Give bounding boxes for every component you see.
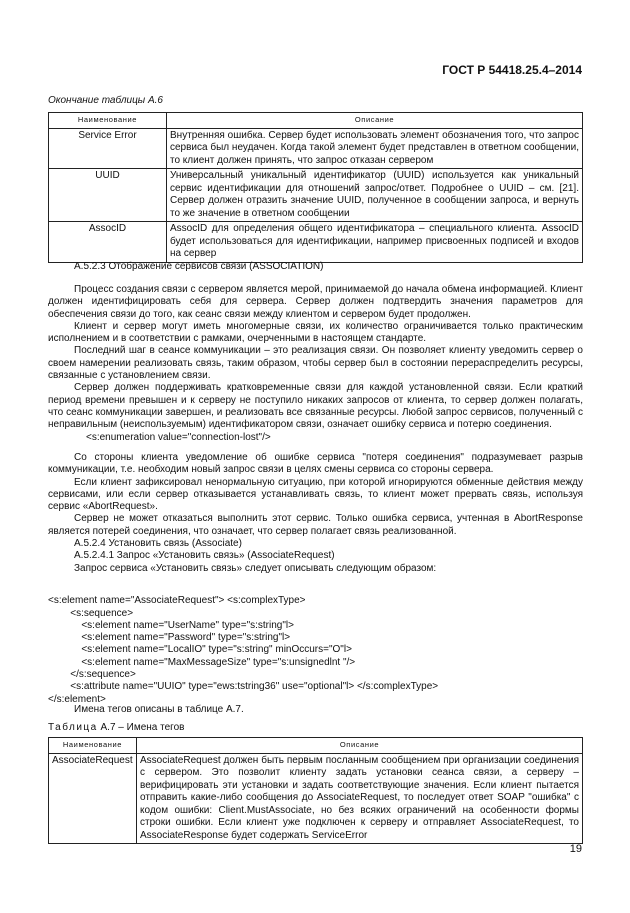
paragraph: Если клиент зафиксировал ненормальную ситуацию, при которой игнорируются обменные действия между сервисами, или если сервер отказывается устанавливать связь, то клиент может прервать связь, используя сервис «AbortRequest».	[48, 476, 583, 513]
enumeration-code: <s:enumeration value="connection-lost"/>	[86, 431, 271, 443]
paragraph: Процесс создания связи с сервером является мерой, принимаемой до начала обмена информацией. Клиент должен идентифицировать себя для сервера. Сервер должен подтвердить значения параметров для обеспечения связи до того, как сеанс связи между клиентом и сервером будет продолжен.	[48, 284, 583, 320]
paragraph: Сервер не может отказаться выполнить этот сервис. Только ошибка сервиса, учтенная в AbortResponse является потерей соединения, что означает, что сервер полагает связь реализованной.	[48, 513, 583, 537]
table-row	[49, 753, 583, 844]
paragraph: Имена тегов описаны в таблице А.7.	[74, 704, 244, 715]
code-line: <s:element name="LocalIO" type="s:string" minOccurs="O"l>	[48, 644, 352, 656]
code-line: <s:element name="MaxMessageSize" type="s:unsignedlnt "/>	[48, 656, 356, 668]
paragraph: Запрос сервиса «Установить связь» следует описывать следующим образом:	[74, 562, 437, 574]
table-a6-caption: Окончание таблицы А.6	[48, 95, 163, 106]
paragraph: Сервер должен поддерживать кратковременные связи для каждой установленной связи. Если краткий период времени превышен и к серверу не поступило никаких запросов от клиента, то сервер должен полагать, что сеанс коммуникации завершен, и реализовать все связанные ресурсы. Любой запрос сервисов, полученный с неправильным (неиспользуемым) идентификатором связи, означает ошибку сервиса и потерю соединения.	[48, 382, 583, 431]
page-number: 19	[569, 843, 582, 855]
paragraph: Со стороны клиента уведомление об ошибке сервиса "потеря соединения" подразумевает разрыв коммуникации, т.е. необходим новый запрос связи в целях смены сервиса со стороны сервера.	[48, 452, 583, 476]
table-caption-title: А.7 – Имена тегов	[97, 722, 185, 733]
tag-name-cell: UUID	[49, 169, 167, 222]
body-text-block-2	[48, 452, 583, 575]
tag-name-cell: Service Error	[49, 128, 167, 169]
table-a7-caption	[48, 722, 184, 733]
column-header-description: Описание	[167, 113, 583, 129]
table-row	[49, 222, 583, 263]
code-line: </s:element>	[48, 693, 106, 705]
tag-description-cell: AssociateRequest должен быть первым посланным сообщением при организации соединения с сервером. Это позволит клиенту задать установки сеанса связи, а серверу – верифицировать эти установки и задать соответствующие значения. Если клиент пытается отправить какие-либо сообщения до AssociateRequest, то последует ответ SOAP "ошибка" с кодом ошибки: Client.MustAssociate, но без всяких ограничений на особенности формы строки ошибки. Если клиент уже подключен к серверу и отправляет AssociateRequest, то AssociateResponse будет содержать ServiceError	[137, 753, 583, 844]
code-line: <s:element name="AssociateRequest"> <s:complexType>	[48, 595, 306, 607]
body-text-block	[48, 284, 583, 444]
table-a6	[48, 112, 583, 263]
tag-name-cell: AssocID	[49, 222, 167, 263]
code-line: </s:sequence>	[48, 669, 136, 681]
subsection-heading: А.5.2.4 Установить связь (Associate)	[74, 538, 242, 550]
table-row	[49, 169, 583, 222]
subsection-heading: А.5.2.4.1 Запрос «Установить связь» (AssociateRequest)	[74, 550, 335, 562]
code-line: <s:element name="Password" type="s:string"l>	[48, 632, 291, 644]
section-heading: А.5.2.3 Отображение сервисов связи (ASSOCIATION)	[74, 261, 324, 272]
paragraph: Клиент и сервер могут иметь многомерные связи, их количество ограничивается только практическим исполнением и в соответствии с рамками, очерченными в настоящем стандарте.	[48, 320, 583, 345]
tag-description-cell: AssocID для определения общего идентификатора – специального клиента. AssocID будет использоваться для идентификации, например присвоенных подписей и входов на сервер	[167, 222, 583, 263]
tag-description-cell: Внутренняя ошибка. Сервер будет использовать элемент обозначения того, что запрос сервиса был неудачен. Когда такой элемент будет представлен в ответном сообщении, то клиент должен принять, что запрос отказан сервером	[167, 128, 583, 169]
column-header-name: Наименование	[49, 113, 167, 129]
paragraph: Последний шаг в сеансе коммуникации – это реализация связи. Он позволяет клиенту уведомить сервер о своем намерении реализовать связь, таким образом, чтобы сервер был в состоянии перераспределить ресурсы, связанные с установлением связи.	[48, 345, 583, 382]
table-header-row	[49, 113, 583, 129]
tag-description-cell: Универсальный уникальный идентификатор (UUID) используется как уникальный сервис идентификации для отношений запрос/ответ. Подробнее о UUID – см. [21]. Сервер должен отразить значение UUID, полученное в сообщении запроса, и вернуть то же значение в ответном сообщении	[167, 169, 583, 222]
code-line: <s:element name="UserName" type="s:string"l>	[48, 619, 294, 631]
table-a7	[48, 737, 583, 844]
column-header-description: Описание	[137, 738, 583, 754]
table-header-row	[49, 738, 583, 754]
code-line: <s:attribute name="UUIO" type="ews:tstring36" use="optional"l> </s:complexType>	[48, 681, 439, 693]
document-header: ГОСТ Р 54418.25.4–2014	[442, 63, 582, 77]
table-caption-label: Таблица	[48, 722, 98, 733]
xml-code-block	[48, 583, 438, 718]
after-code-text	[48, 704, 583, 716]
code-line: <s:sequence>	[48, 607, 134, 619]
section-heading-a523	[48, 261, 583, 273]
tag-name-cell: AssociateRequest	[49, 753, 137, 844]
table-row	[49, 128, 583, 169]
column-header-name: Наименование	[49, 738, 137, 754]
